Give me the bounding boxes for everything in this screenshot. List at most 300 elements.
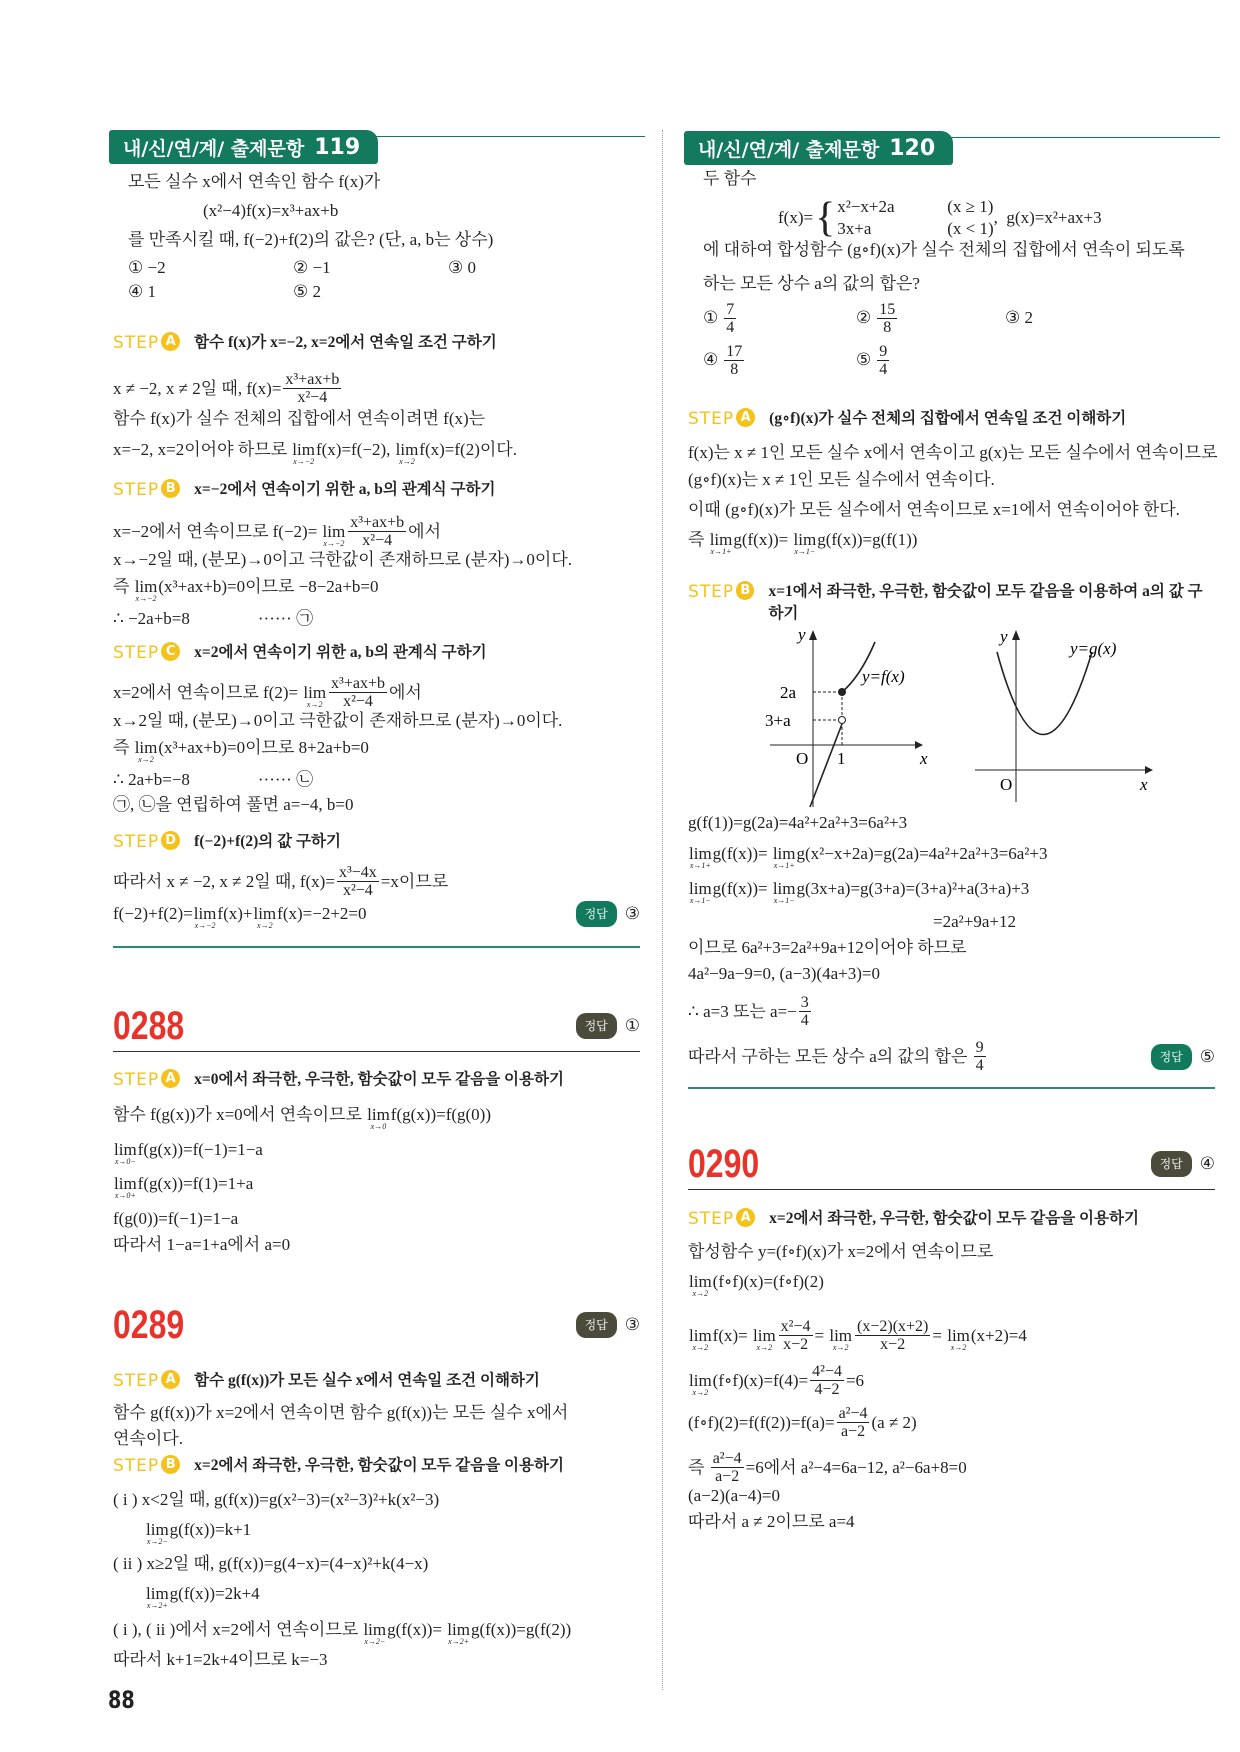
text-segment: 즉 (688, 530, 709, 549)
text-segment: ② (856, 308, 872, 327)
limit (689, 1325, 712, 1352)
case-row (837, 218, 993, 240)
lim-subscript: x→1+ (773, 861, 795, 870)
choice-option[interactable]: ② −1 (293, 258, 331, 277)
text-line (703, 340, 1215, 380)
limit (367, 1107, 390, 1131)
choice-option[interactable] (856, 343, 891, 378)
lim-subscript: x→0+ (114, 1191, 136, 1200)
step-letter-icon: B (736, 581, 754, 600)
step-label: STEP (113, 1371, 160, 1391)
y-label: y (798, 625, 806, 644)
text-line (703, 239, 1215, 261)
lim-symbol: lim (253, 904, 277, 923)
text-segment: ( ii ) x≥2일 때, g(f(x))=g(4−x)=(4−x)²+k(4−x) (113, 1554, 429, 1573)
text-segment: ④ (703, 350, 719, 369)
section-divider (113, 946, 640, 948)
lim-symbol: lim (689, 844, 712, 863)
text-segment: x→−2일 때, (분모)→0이고 극한값이 존재하므로 (분자)→0이다. (113, 550, 572, 569)
limit (135, 579, 158, 603)
choice-option[interactable] (856, 301, 899, 336)
text-line (113, 1138, 640, 1166)
text-line (113, 1172, 640, 1200)
lim-symbol: lim (447, 1620, 470, 1639)
step-label: STEP (113, 333, 160, 353)
case-cell: x²−x+2a (837, 197, 895, 216)
fraction (877, 343, 889, 378)
text-line (688, 842, 1215, 870)
lim-subscript: x→2+ (448, 1637, 470, 1646)
lim-subscript: x→1+ (689, 861, 711, 870)
lim-symbol: lim (829, 1325, 853, 1345)
text-segment: = (814, 1325, 829, 1345)
text-segment: 하는 모든 상수 a의 값의 합은? (703, 274, 920, 293)
step-heading (688, 408, 1215, 430)
fraction (283, 371, 341, 406)
lim-symbol: lim (753, 1325, 776, 1345)
step-heading (113, 1370, 640, 1392)
step-letter-icon: A (736, 408, 755, 427)
lim-symbol: lim (292, 440, 315, 459)
text-segment: 에 대하여 합성함수 (g∘f)(x)가 실수 전체의 집합에서 연속이 되도록 (703, 240, 1185, 259)
text-line (113, 1103, 640, 1131)
text-segment: (x²−4)f(x)=x³+ax+b (203, 201, 339, 220)
text-line (703, 168, 1215, 190)
text-segment: ( i ) x<2일 때, g(f(x))=g(x²−3)=(x²−3)²+k(x²−3) (113, 1490, 440, 1509)
lim-subscript: x→0− (114, 1157, 136, 1166)
fraction-numerator: a²−4 (838, 1405, 868, 1422)
text-line (113, 710, 640, 732)
text-segment: ① (703, 308, 719, 327)
parabola (997, 652, 1092, 735)
fraction-numerator: 3 (800, 994, 809, 1011)
section-divider (688, 1087, 1215, 1089)
limit (146, 1522, 169, 1546)
fraction-denominator: x−2 (783, 1336, 809, 1353)
limit (829, 1325, 853, 1352)
header-label: 내/신/연/계/ 출제문항 (698, 138, 880, 161)
lim-subscript: x→2 (756, 1342, 773, 1352)
fraction-denominator: x²−4 (343, 693, 373, 710)
text-line (128, 171, 640, 193)
text-line (688, 1511, 1215, 1533)
cases (837, 196, 993, 240)
lim-subscript: x→2 (832, 1342, 849, 1352)
lim-symbol: lim (689, 879, 712, 898)
step-label: STEP (688, 582, 735, 602)
lim-subscript: x→2 (692, 1289, 709, 1298)
step-heading (113, 831, 640, 853)
text-segment: x=−2, x=2이어야 하므로 (113, 440, 292, 459)
lim-subscript: x→2 (399, 457, 415, 466)
text-segment: ( i ), ( ii )에서 x=2에서 연속이므로 (113, 1620, 363, 1639)
text-segment: g(f(1))=g(2a)=4a²+2a²+3=6a²+3 (688, 813, 908, 832)
text-segment: (a−2)(a−4)=0 (688, 1486, 780, 1505)
fraction-denominator: x²−4 (342, 882, 373, 899)
text-line (113, 769, 640, 791)
x-label: x (1140, 775, 1148, 794)
answer (1151, 1151, 1215, 1177)
text-segment: 두 함수 (703, 169, 757, 188)
limit (773, 846, 796, 870)
lim-subscript: x→2− (364, 1637, 386, 1646)
text-line (113, 1489, 640, 1511)
limit (773, 881, 796, 905)
text-segment: ∴ 2a+b=−8 ······ ㉡ (113, 770, 314, 789)
lim-subscript: x→−2 (323, 538, 345, 548)
graph-g (960, 622, 1200, 812)
y-tick-3a: 3+a (765, 711, 791, 730)
text-line (113, 794, 640, 816)
text-segment: =2a²+9a+12 (933, 912, 1016, 931)
step-heading (113, 479, 640, 501)
lim-symbol: lim (772, 879, 796, 898)
text-segment: 4a²−9a−9=0, (a−3)(4a+3)=0 (688, 964, 880, 983)
header-label: 내/신/연/계/ 출제문항 (123, 137, 305, 160)
case-cell: (x ≥ 1) (947, 197, 994, 216)
step-label: STEP (688, 409, 735, 429)
lim-subscript: x→0 (370, 1122, 387, 1131)
step-label: STEP (113, 1070, 160, 1090)
text-line (113, 902, 640, 930)
limit (689, 1370, 712, 1397)
answer (576, 901, 640, 927)
text-segment: 따라서 x ≠ −2, x ≠ 2일 때, f(x)= (113, 871, 335, 891)
lim-symbol: lim (947, 1325, 970, 1345)
step-letter-icon: A (161, 1370, 180, 1389)
text-line (113, 438, 640, 466)
step-letter-icon: C (161, 642, 180, 661)
case-cell: (x < 1) (947, 219, 994, 238)
step-letter-icon: B (161, 1455, 180, 1474)
text-line (688, 469, 1215, 491)
text-segment: g(f(x))=k+1 (169, 1520, 252, 1539)
text-segment: ⑤ (856, 350, 872, 369)
choice-option[interactable]: ④ 1 (128, 282, 156, 301)
closed-point (838, 688, 846, 696)
header-number: 119 (314, 134, 361, 160)
answer (576, 1312, 640, 1338)
answer (1151, 1044, 1215, 1070)
text-line (113, 675, 640, 710)
text-segment: 즉 (113, 577, 134, 596)
step-label: STEP (113, 643, 160, 663)
lim-subscript: x→1+ (710, 547, 732, 556)
step-title: 함수 g(f(x))가 모든 실수 x에서 연속일 조건 이해하기 (194, 1372, 540, 1389)
text-line (145, 1518, 640, 1546)
fraction (855, 1318, 930, 1353)
lim-subscript: x→2 (138, 755, 154, 764)
choice-option[interactable]: ⑤ 2 (293, 282, 321, 301)
answer-badge: 정답 (576, 901, 617, 927)
text-segment: g(f(x))= (712, 879, 772, 898)
text-segment: f(x)=f(−2), (315, 440, 395, 459)
choice-option[interactable]: ③ 0 (448, 258, 476, 277)
text-segment: (f∘f)(x)=f(4)= (712, 1370, 809, 1390)
lim-symbol: lim (689, 1370, 712, 1390)
text-segment: f(−2)+f(2)= (113, 904, 193, 923)
fraction-numerator: x²−4 (780, 1318, 811, 1335)
limit (114, 1176, 137, 1200)
answer-badge: 정답 (1151, 1151, 1192, 1177)
page-number: 88 (108, 1686, 135, 1714)
fraction-numerator: 15 (879, 300, 896, 318)
x-label: x (920, 749, 928, 768)
fraction-denominator: 4 (726, 318, 735, 336)
y-tick-2a: 2a (780, 683, 797, 702)
lim-symbol: lim (146, 1584, 169, 1603)
answer-value: ① (624, 1016, 640, 1035)
lim-subscript: x→2 (692, 1342, 709, 1352)
text-segment: (f∘f)(x)=(f∘f)(2) (712, 1272, 824, 1291)
limit (794, 532, 817, 556)
fraction-numerator: x³+ax+b (331, 675, 385, 692)
step-title: f(−2)+f(2)의 값 구하기 (194, 833, 341, 850)
text-line (688, 877, 1215, 905)
fraction (348, 514, 406, 549)
text-line (688, 1450, 1215, 1485)
open-point (839, 717, 846, 724)
step-title: x=2에서 좌극한, 우극한, 함숫값이 모두 같음을 이용하기 (769, 1210, 1139, 1227)
problem-number-row (688, 1140, 1215, 1188)
lim-subscript: x→1− (773, 896, 795, 905)
text-segment: 모든 실수 x에서 연속인 함수 f(x)가 (128, 172, 381, 191)
text-segment: x→2일 때, (분모)→0이고 극한값이 존재하므로 (분자)→0이다. (113, 711, 563, 730)
text-segment: g(f(x))= (387, 1620, 447, 1639)
fraction-denominator: 8 (883, 318, 892, 336)
text-line (113, 549, 640, 571)
problem-number: 0289 (113, 1303, 185, 1347)
lim-symbol: lim (146, 1520, 169, 1539)
text-segment: f(g(0))=f(−1)=1−a (113, 1209, 239, 1228)
lim-symbol: lim (134, 738, 158, 757)
y-label: y (1000, 627, 1008, 646)
text-line (703, 298, 1215, 338)
piece-lhs: f(x)= (778, 208, 814, 227)
text-segment: x ≠ −2, x ≠ 2일 때, f(x)= (113, 378, 282, 398)
answer-badge: 정답 (576, 1312, 617, 1338)
answer-value: ③ (624, 1315, 640, 1334)
fraction-denominator: 4 (879, 360, 888, 378)
curve-label-g: y=g(x) (1070, 639, 1117, 658)
limit (689, 881, 712, 905)
step-title: x=−2에서 연속이기 위한 a, b의 관계식 구하기 (194, 481, 496, 498)
text-segment: 이때 (g∘f)(x)가 모든 실수에서 연속이므로 x=1에서 연속이어야 한다. (688, 500, 1180, 519)
text-segment: x=2에서 연속이므로 f(2)= (113, 682, 303, 702)
text-line (688, 499, 1215, 521)
limit (322, 521, 346, 548)
text-line (688, 812, 1215, 834)
lim-symbol: lim (709, 530, 733, 549)
lim-symbol: lim (193, 904, 217, 923)
limit (447, 1622, 470, 1646)
graph-f (750, 622, 980, 812)
fraction-numerator: x³−4x (338, 864, 377, 881)
text-line (113, 864, 640, 899)
text-segment: g(f(x))=2k+4 (169, 1584, 260, 1603)
text-segment: ㉠, ㉡을 연립하여 풀면 a=−4, b=0 (113, 795, 354, 814)
case-row (837, 196, 993, 218)
problem-number: 0290 (688, 1142, 760, 1186)
step-heading (113, 1455, 640, 1477)
step-letter-icon: B (161, 479, 180, 498)
text-line (113, 1553, 640, 1575)
text-line (688, 1485, 1215, 1507)
text-segment: =6 (845, 1370, 865, 1390)
lim-symbol: lim (793, 530, 817, 549)
step-letter-icon: A (161, 1069, 180, 1088)
limit (396, 442, 419, 466)
lim-subscript: x→2 (257, 921, 273, 930)
fraction (837, 1405, 870, 1440)
step-label: STEP (113, 832, 160, 852)
lim-symbol: lim (322, 521, 346, 541)
case-cell: 3x+a (837, 219, 872, 238)
lim-symbol: lim (395, 440, 419, 459)
text-segment: (f∘f)(2)=f(f(2))=f(a)= (688, 1412, 835, 1432)
limit (292, 442, 315, 466)
y-axis-arrow (809, 630, 817, 640)
step-letter-icon: A (161, 332, 180, 351)
text-line (113, 575, 640, 603)
step-title: x=1에서 좌극한, 우극한, 함숫값이 모두 같음을 이용하여 a의 값 구하기 (768, 583, 1203, 622)
origin-label: O (1000, 775, 1013, 794)
step-heading (113, 1069, 640, 1091)
fraction (810, 1363, 844, 1398)
text-line (113, 1208, 640, 1230)
text-line (113, 408, 640, 430)
choice-option[interactable] (1005, 307, 1033, 329)
limit (253, 906, 276, 930)
limit (146, 1586, 169, 1610)
fraction (724, 301, 736, 336)
lim-symbol: lim (689, 1325, 712, 1345)
step-title: x=2에서 좌극한, 우극한, 함숫값이 모두 같음을 이용하기 (194, 1457, 564, 1474)
text-line (113, 514, 640, 549)
limit (753, 1325, 776, 1352)
text-segment: ∴ −2a+b=8 ······ ㉠ (113, 609, 314, 628)
text-segment: f(x)= (712, 1325, 752, 1345)
text-line (203, 200, 640, 222)
text-line (113, 1618, 640, 1646)
text-segment: (a ≠ 2) (871, 1412, 917, 1432)
fraction (974, 1039, 986, 1074)
fraction (711, 1450, 744, 1485)
fraction-denominator: 4−2 (814, 1381, 840, 1398)
text-line (688, 442, 1218, 464)
limit (689, 846, 712, 870)
fraction-numerator: x³+ax+b (285, 371, 340, 388)
text-line (703, 273, 1215, 295)
piece-rhs: , g(x)=x²+ax+3 (993, 208, 1102, 227)
lim-subscript: x→1− (689, 896, 711, 905)
text-segment: f(g(x))=f(g(0)) (390, 1105, 491, 1124)
lim-symbol: lim (689, 1272, 712, 1291)
text-line (688, 994, 1215, 1029)
fraction-numerator: x³+ax+b (350, 514, 405, 531)
brace-icon: { (815, 195, 836, 241)
lim-subscript: x→2+ (146, 1601, 168, 1610)
choice-option[interactable] (703, 301, 738, 336)
fraction (877, 301, 897, 336)
answer-value: ④ (1199, 1154, 1215, 1173)
limit (710, 532, 733, 556)
lim-subscript: x→1− (794, 547, 816, 556)
text-segment: g(f(x))= (733, 530, 793, 549)
fraction-numerator: (x−2)(x+2) (857, 1318, 929, 1335)
fraction-numerator: 7 (726, 300, 735, 318)
text-segment: 이므로 6a²+3=2a²+9a+12이어야 하므로 (688, 938, 967, 957)
fraction-denominator: x²−4 (297, 389, 328, 406)
fraction-numerator: 9 (879, 342, 888, 360)
lim-subscript: x→2 (950, 1342, 967, 1352)
section-divider (113, 1051, 640, 1052)
text-line (113, 736, 640, 764)
text-segment: f(g(x))=f(−1)=1−a (137, 1140, 263, 1159)
text-segment: 함수 g(f(x))가 x=2에서 연속이면 함수 g(f(x))는 모든 실수 x에서 (113, 1403, 569, 1422)
step-title: x=0에서 좌극한, 우극한, 함숫값이 모두 같음을 이용하기 (194, 1071, 564, 1088)
text-segment: ∴ a=3 또는 a=− (688, 1001, 797, 1021)
fraction-denominator: x²−4 (362, 532, 393, 549)
lim-subscript: x→2 (306, 699, 323, 709)
text-line (688, 963, 1215, 985)
x-axis-arrow (915, 741, 923, 749)
problem-header (684, 131, 953, 165)
text-line (113, 1402, 640, 1424)
x-axis-arrow (1145, 766, 1153, 774)
lim-subscript: x→2− (146, 1537, 168, 1546)
curve-label-f: y=f(x) (862, 667, 905, 686)
text-line (113, 1649, 640, 1671)
text-segment: 에서 (389, 682, 422, 702)
step-letter-icon: A (736, 1208, 755, 1227)
step-title: 함수 f(x)가 x=−2, x=2에서 연속일 조건 구하기 (194, 334, 497, 351)
fraction-denominator: 8 (730, 360, 739, 378)
text-line (145, 1582, 640, 1610)
text-segment: g(f(x))= (712, 844, 772, 863)
piecewise-definition (778, 196, 1102, 240)
text-segment: 함수 f(g(x))가 x=0에서 연속이므로 (113, 1105, 367, 1124)
text-segment: (x+2)=4 (970, 1325, 1027, 1345)
lim-subscript: x→−2 (194, 921, 216, 930)
problem-number-row (113, 1301, 640, 1349)
problem-number-row (113, 1002, 640, 1050)
text-segment: 에서 (408, 521, 442, 541)
origin-label: O (796, 749, 809, 768)
header-number: 120 (889, 135, 936, 161)
fraction (779, 1318, 813, 1353)
step-heading (113, 642, 640, 664)
text-segment: 함수 f(x)가 실수 전체의 집합에서 연속이려면 f(x)는 (113, 409, 486, 428)
text-line (688, 1039, 1215, 1074)
limit (194, 906, 217, 930)
text-line (113, 1234, 640, 1256)
limit (114, 1142, 137, 1166)
text-segment: ③ 2 (1005, 308, 1033, 327)
lim-subscript: x→2 (692, 1387, 709, 1397)
step-label: STEP (688, 1209, 735, 1229)
fraction-denominator: 4 (800, 1012, 809, 1029)
choice-option[interactable] (703, 343, 746, 378)
text-line (778, 196, 1215, 240)
lim-symbol: lim (772, 844, 796, 863)
lim-symbol: lim (114, 1174, 137, 1193)
choice-option[interactable]: ① −2 (128, 258, 166, 277)
text-segment: (g∘f)(x)는 x ≠ 1인 모든 실수에서 연속이다. (688, 470, 995, 489)
lim-symbol: lim (367, 1105, 390, 1124)
text-segment: =x이므로 (380, 871, 449, 891)
limit (135, 740, 158, 764)
